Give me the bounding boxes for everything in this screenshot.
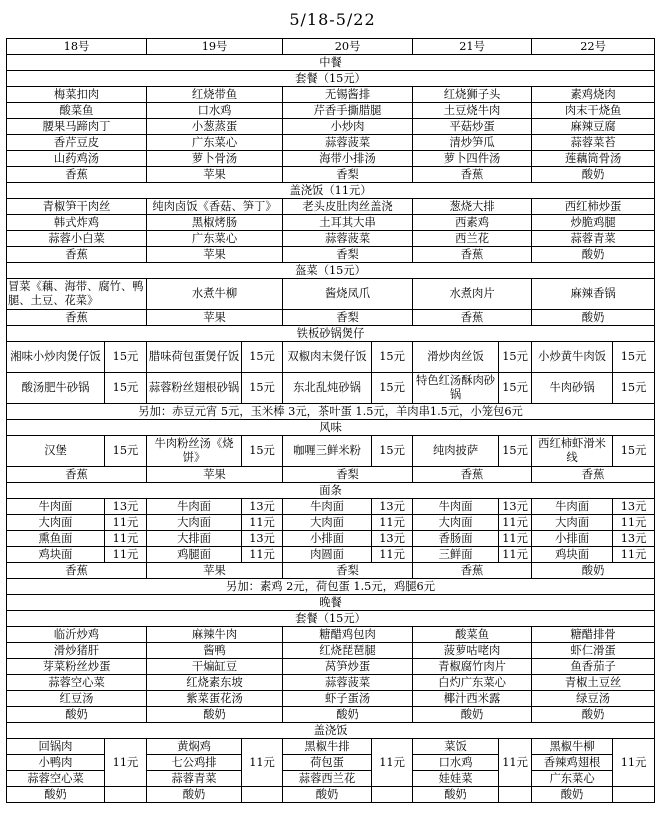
dish-cell: 牛肉面 <box>7 499 105 515</box>
table-row <box>7 199 655 215</box>
dish-cell: 广东菜心 <box>532 771 613 787</box>
dish-cell: 滑炒猪肝 <box>7 643 147 659</box>
dish-cell: 红豆汤 <box>7 691 147 707</box>
price-cell: 11元 <box>242 515 283 531</box>
dish-cell: 回锅肉 <box>7 739 105 755</box>
dish-cell: 苹果 <box>147 167 283 183</box>
dish-cell: 酸奶 <box>532 247 655 263</box>
table-row <box>7 787 655 803</box>
table-row <box>7 167 655 183</box>
section-rice: 盖浇饭（11元） <box>7 183 655 199</box>
price-cell: 15元 <box>372 342 413 373</box>
dish-cell: 小排面 <box>532 531 613 547</box>
price-cell: 15元 <box>105 436 147 467</box>
dish-cell: 西素鸡 <box>413 215 532 231</box>
dish-cell: 炒脆鸡腿 <box>532 215 655 231</box>
table-row <box>7 279 655 310</box>
menu-body <box>7 39 655 803</box>
fruit-cell: 酸奶 <box>147 787 242 803</box>
section-set-meal: 套餐（15元） <box>7 71 655 87</box>
fruit-cell: 香蕉 <box>413 310 532 326</box>
dish-cell: 红烧狮子头 <box>413 87 532 103</box>
dish-cell: 萝卜四件汤 <box>413 151 532 167</box>
section-row <box>7 483 655 499</box>
day-header: 20号 <box>283 39 413 55</box>
dish-cell: 西红柿虾滑米线 <box>532 436 613 467</box>
dish-cell: 蒜蓉粉丝翅根砂锅 <box>147 373 242 404</box>
dish-cell: 牛肉砂锅 <box>532 373 613 404</box>
dish-cell: 虾仁滑蛋 <box>532 643 655 659</box>
section-iron: 铁板砂锅煲仔 <box>7 326 655 342</box>
section-rice: 盖浇饭 <box>7 723 655 739</box>
table-row <box>7 135 655 151</box>
dish-cell: 临沂炒鸡 <box>7 627 147 643</box>
fruit-cell: 香梨 <box>283 467 413 483</box>
price-cell: 15元 <box>372 436 413 467</box>
dish-cell: 荷包蛋 <box>283 755 372 771</box>
dish-cell: 牛肉面 <box>532 499 613 515</box>
dish-cell: 酸奶 <box>413 707 532 723</box>
dish-cell: 红烧带鱼 <box>147 87 283 103</box>
dish-cell: 熏鱼面 <box>7 531 105 547</box>
price-cell: 11元 <box>242 739 283 787</box>
empty-cell <box>242 787 283 803</box>
dish-cell: 绿豆汤 <box>532 691 655 707</box>
dish-cell: 口水鸡 <box>147 103 283 119</box>
dish-cell: 大肉面 <box>532 515 613 531</box>
dish-cell: 葱烧大排 <box>413 199 532 215</box>
price-cell: 11元 <box>372 515 413 531</box>
price-cell: 15元 <box>499 342 532 373</box>
dish-cell: 香蕉 <box>7 247 147 263</box>
dish-cell: 口水鸡 <box>413 755 499 771</box>
table-row <box>7 563 655 579</box>
dish-cell: 冒菜《藕、海带、腐竹、鸭腿、土豆、花菜》 <box>7 279 147 310</box>
dish-cell: 糖醋鸡包肉 <box>283 627 413 643</box>
day-header: 22号 <box>532 39 655 55</box>
empty-cell <box>499 787 532 803</box>
dish-cell: 小炒黄牛肉饭 <box>532 342 613 373</box>
dish-cell: 蒜蓉西兰花 <box>283 771 372 787</box>
table-row <box>7 643 655 659</box>
dish-cell: 海带小排汤 <box>283 151 413 167</box>
section-row <box>7 579 655 595</box>
day-header: 21号 <box>413 39 532 55</box>
table-row <box>7 342 655 373</box>
dish-cell: 蒜蓉小白菜 <box>7 231 147 247</box>
dish-cell: 蒜蓉菠菜 <box>283 675 413 691</box>
dish-cell: 酸奶 <box>532 707 655 723</box>
fruit-cell: 酸奶 <box>413 787 499 803</box>
dish-cell: 萝卜骨汤 <box>147 151 283 167</box>
price-cell: 13元 <box>499 499 532 515</box>
dish-cell: 菜饭 <box>413 739 499 755</box>
price-cell: 15元 <box>499 436 532 467</box>
dish-cell: 青椒腐竹肉片 <box>413 659 532 675</box>
page-title: 5/18-5/22 <box>289 10 376 29</box>
section-row <box>7 55 655 71</box>
dish-cell: 梅菜扣肉 <box>7 87 147 103</box>
dish-cell: 莲藕筒骨汤 <box>532 151 655 167</box>
dish-cell: 腊味荷包蛋煲仔饭 <box>147 342 242 373</box>
table-row <box>7 771 655 787</box>
dish-cell: 菠萝咕咾肉 <box>413 643 532 659</box>
dish-cell: 三鲜面 <box>413 547 499 563</box>
fruit-cell: 香梨 <box>283 563 413 579</box>
section-flavor: 风味 <box>7 420 655 436</box>
price-cell: 15元 <box>499 373 532 404</box>
dish-cell: 白灼广东菜心 <box>413 675 532 691</box>
dish-cell: 大排面 <box>147 531 242 547</box>
section-noodle: 面条 <box>7 483 655 499</box>
dish-cell: 酱鸭 <box>147 643 283 659</box>
table-row <box>7 310 655 326</box>
dish-cell: 蒜蓉菠菜 <box>283 135 413 151</box>
table-row <box>7 467 655 483</box>
dish-cell: 牛肉面 <box>147 499 242 515</box>
fruit-cell: 香蕉 <box>7 563 147 579</box>
dish-cell: 椰汁西米露 <box>413 691 532 707</box>
dish-cell: 老头皮肚肉丝盖浇 <box>283 199 413 215</box>
dish-cell: 小鸭肉 <box>7 755 105 771</box>
empty-cell <box>372 787 413 803</box>
dish-cell: 鸡块面 <box>532 547 613 563</box>
dish-cell: 肉末干烧鱼 <box>532 103 655 119</box>
table-row <box>7 659 655 675</box>
dish-cell: 酸奶 <box>532 167 655 183</box>
fruit-cell: 酸奶 <box>283 787 372 803</box>
dish-cell: 酸菜鱼 <box>413 627 532 643</box>
price-cell: 11元 <box>242 547 283 563</box>
dish-cell: 土豆烧牛肉 <box>413 103 532 119</box>
dish-cell: 红烧琵琶腿 <box>283 643 413 659</box>
dish-cell: 麻辣豆腐 <box>532 119 655 135</box>
dish-cell: 黑椒烤肠 <box>147 215 283 231</box>
price-cell: 11元 <box>105 739 147 787</box>
section-row <box>7 183 655 199</box>
dish-cell: 滑炒肉丝饭 <box>413 342 499 373</box>
table-row <box>7 436 655 467</box>
dish-cell: 小炒肉 <box>283 119 413 135</box>
dish-cell: 酸奶 <box>283 707 413 723</box>
dish-cell: 黑椒牛排 <box>283 739 372 755</box>
dish-cell: 山药鸡汤 <box>7 151 147 167</box>
day-header: 19号 <box>147 39 283 55</box>
empty-cell <box>105 787 147 803</box>
dish-cell: 东北乱炖砂锅 <box>283 373 372 404</box>
dish-cell: 牛肉面 <box>283 499 372 515</box>
dish-cell: 鸡块面 <box>7 547 105 563</box>
table-row <box>7 151 655 167</box>
dish-cell: 双椒肉末煲仔饭 <box>283 342 372 373</box>
dish-cell: 大肉面 <box>7 515 105 531</box>
dish-cell: 苹果 <box>147 247 283 263</box>
dish-cell: 纯肉卤饭《香菇、笋丁》 <box>147 199 283 215</box>
dish-cell: 蒜蓉菜苔 <box>532 135 655 151</box>
dish-cell: 水煮肉片 <box>413 279 532 310</box>
dish-cell: 黄焖鸡 <box>147 739 242 755</box>
dish-cell: 香肠面 <box>413 531 499 547</box>
dish-cell: 大肉面 <box>283 515 372 531</box>
dish-cell: 酸奶 <box>7 707 147 723</box>
price-cell: 13元 <box>372 499 413 515</box>
price-cell: 13元 <box>372 531 413 547</box>
fruit-cell: 香蕉 <box>413 467 532 483</box>
weekly-menu-table <box>6 38 655 803</box>
dish-cell: 蒜蓉青菜 <box>147 771 242 787</box>
section-lunch: 中餐 <box>7 55 655 71</box>
price-cell: 11元 <box>613 515 655 531</box>
empty-cell <box>613 787 655 803</box>
fruit-cell: 香梨 <box>283 310 413 326</box>
price-cell: 15元 <box>105 373 147 404</box>
table-row <box>7 215 655 231</box>
dish-cell: 蒜蓉空心菜 <box>7 675 147 691</box>
price-cell: 11元 <box>105 547 147 563</box>
dish-cell: 酱烧凤爪 <box>283 279 413 310</box>
dish-cell: 土耳其大串 <box>283 215 413 231</box>
section-row <box>7 263 655 279</box>
price-cell: 15元 <box>105 342 147 373</box>
dish-cell: 香辣鸡翅根 <box>532 755 613 771</box>
dish-cell: 酸汤肥牛砂锅 <box>7 373 105 404</box>
dish-cell: 汉堡 <box>7 436 105 467</box>
dish-cell: 蒜蓉空心菜 <box>7 771 105 787</box>
dish-cell: 无锡酱排 <box>283 87 413 103</box>
dish-cell: 小葱蒸蛋 <box>147 119 283 135</box>
dish-cell: 鸡腿面 <box>147 547 242 563</box>
price-cell: 13元 <box>105 499 147 515</box>
dish-cell: 牛肉面 <box>413 499 499 515</box>
dish-cell: 糖醋排骨 <box>532 627 655 643</box>
section-dinner: 晚餐 <box>7 595 655 611</box>
fruit-cell: 苹果 <box>147 467 283 483</box>
price-cell: 15元 <box>613 342 655 373</box>
table-row <box>7 499 655 515</box>
price-cell: 11元 <box>499 531 532 547</box>
table-row <box>7 547 655 563</box>
price-cell: 11元 <box>105 515 147 531</box>
dish-cell: 大肉面 <box>147 515 242 531</box>
section-row <box>7 420 655 436</box>
dish-cell: 香芹豆皮 <box>7 135 147 151</box>
dish-cell: 腰果马蹄肉丁 <box>7 119 147 135</box>
table-row <box>7 373 655 404</box>
dish-cell: 西红柿炒蛋 <box>532 199 655 215</box>
dish-cell: 黑椒牛柳 <box>532 739 613 755</box>
section-row <box>7 404 655 420</box>
table-row <box>7 231 655 247</box>
dish-cell: 鱼香茄子 <box>532 659 655 675</box>
dish-cell: 素鸡烧肉 <box>532 87 655 103</box>
dish-cell: 韩式炸鸡 <box>7 215 147 231</box>
fruit-cell: 酸奶 <box>532 563 655 579</box>
price-cell: 15元 <box>242 436 283 467</box>
dish-cell: 七公鸡排 <box>147 755 242 771</box>
section-row <box>7 595 655 611</box>
dish-cell: 香梨 <box>283 247 413 263</box>
dish-cell: 小排面 <box>283 531 372 547</box>
dish-cell: 青椒土豆丝 <box>532 675 655 691</box>
table-row <box>7 707 655 723</box>
day-header-row <box>7 39 655 55</box>
table-row <box>7 691 655 707</box>
price-cell: 15元 <box>242 342 283 373</box>
table-row <box>7 87 655 103</box>
price-cell: 15元 <box>372 373 413 404</box>
dish-cell: 干煸缸豆 <box>147 659 283 675</box>
table-row <box>7 675 655 691</box>
price-cell: 11元 <box>499 515 532 531</box>
fruit-cell: 酸奶 <box>532 310 655 326</box>
price-cell: 11元 <box>613 547 655 563</box>
price-cell: 11元 <box>499 547 532 563</box>
dish-cell: 水煮牛柳 <box>147 279 283 310</box>
section-row <box>7 611 655 627</box>
section-row <box>7 71 655 87</box>
day-header: 18号 <box>7 39 147 55</box>
dish-cell: 娃娃菜 <box>413 771 499 787</box>
fruit-cell: 香蕉 <box>7 310 147 326</box>
dish-cell: 牛肉粉丝汤《烧饼》 <box>147 436 242 467</box>
fruit-cell: 酸奶 <box>532 787 613 803</box>
dish-cell: 大肉面 <box>413 515 499 531</box>
dish-cell: 清炒笋瓜 <box>413 135 532 151</box>
price-cell: 13元 <box>242 531 283 547</box>
table-row <box>7 627 655 643</box>
dish-cell: 蒜蓉青菜 <box>532 231 655 247</box>
table-row <box>7 119 655 135</box>
fruit-cell: 香蕉 <box>7 467 147 483</box>
price-cell: 11元 <box>105 531 147 547</box>
dish-cell: 红烧素东坡 <box>147 675 283 691</box>
dish-cell: 香蕉 <box>413 167 532 183</box>
dish-cell: 香梨 <box>283 167 413 183</box>
dish-cell: 咖喱三鲜米粉 <box>283 436 372 467</box>
dish-cell: 酸菜鱼 <box>7 103 147 119</box>
price-cell: 11元 <box>372 547 413 563</box>
dish-cell: 蒜蓉菠菜 <box>283 231 413 247</box>
dish-cell: 虾子蛋汤 <box>283 691 413 707</box>
dish-cell: 紫菜蛋花汤 <box>147 691 283 707</box>
fruit-cell: 苹果 <box>147 563 283 579</box>
price-cell: 13元 <box>613 531 655 547</box>
section-set-meal: 套餐（15元） <box>7 611 655 627</box>
dish-cell: 麻辣牛肉 <box>147 627 283 643</box>
dish-cell: 香蕉 <box>413 247 532 263</box>
dish-cell: 麻辣香锅 <box>532 279 655 310</box>
dish-cell: 青椒笋干肉丝 <box>7 199 147 215</box>
table-row <box>7 755 655 771</box>
dish-cell: 芹香手撕腊腿 <box>283 103 413 119</box>
price-cell: 11元 <box>372 739 413 787</box>
extra-note: 另加：素鸡 2元，荷包蛋 1.5元，鸡腿6元 <box>7 579 655 595</box>
price-cell: 15元 <box>242 373 283 404</box>
section-row <box>7 326 655 342</box>
extra-note: 另加：赤豆元宵 5元，玉米棒 3元，茶叶蛋 1.5元，羊肉串1.5元，小笼包6元 <box>7 404 655 420</box>
table-row <box>7 247 655 263</box>
dish-cell: 西兰花 <box>413 231 532 247</box>
fruit-cell: 苹果 <box>147 310 283 326</box>
price-cell: 15元 <box>613 436 655 467</box>
table-row <box>7 103 655 119</box>
dish-cell: 酸奶 <box>147 707 283 723</box>
dish-cell: 湘味小炒肉煲仔饭 <box>7 342 105 373</box>
table-row <box>7 515 655 531</box>
table-row <box>7 531 655 547</box>
fruit-cell: 香蕉 <box>413 563 532 579</box>
dish-cell: 莴笋炒蛋 <box>283 659 413 675</box>
dish-cell: 广东菜心 <box>147 231 283 247</box>
section-row <box>7 723 655 739</box>
fruit-cell: 香蕉 <box>532 467 655 483</box>
dish-cell: 平菇炒蛋 <box>413 119 532 135</box>
price-cell: 11元 <box>499 739 532 787</box>
dish-cell: 纯肉披萨 <box>413 436 499 467</box>
price-cell: 13元 <box>613 499 655 515</box>
price-cell: 11元 <box>613 739 655 787</box>
price-cell: 13元 <box>242 499 283 515</box>
dish-cell: 广东菜心 <box>147 135 283 151</box>
dish-cell: 肉圆面 <box>283 547 372 563</box>
dish-cell: 香蕉 <box>7 167 147 183</box>
table-row <box>7 739 655 755</box>
section-bowl: 盔菜（15元） <box>7 263 655 279</box>
price-cell: 15元 <box>613 373 655 404</box>
dish-cell: 芽菜粉丝炒蛋 <box>7 659 147 675</box>
fruit-cell: 酸奶 <box>7 787 105 803</box>
dish-cell: 特色红汤酥肉砂锅 <box>413 373 499 404</box>
